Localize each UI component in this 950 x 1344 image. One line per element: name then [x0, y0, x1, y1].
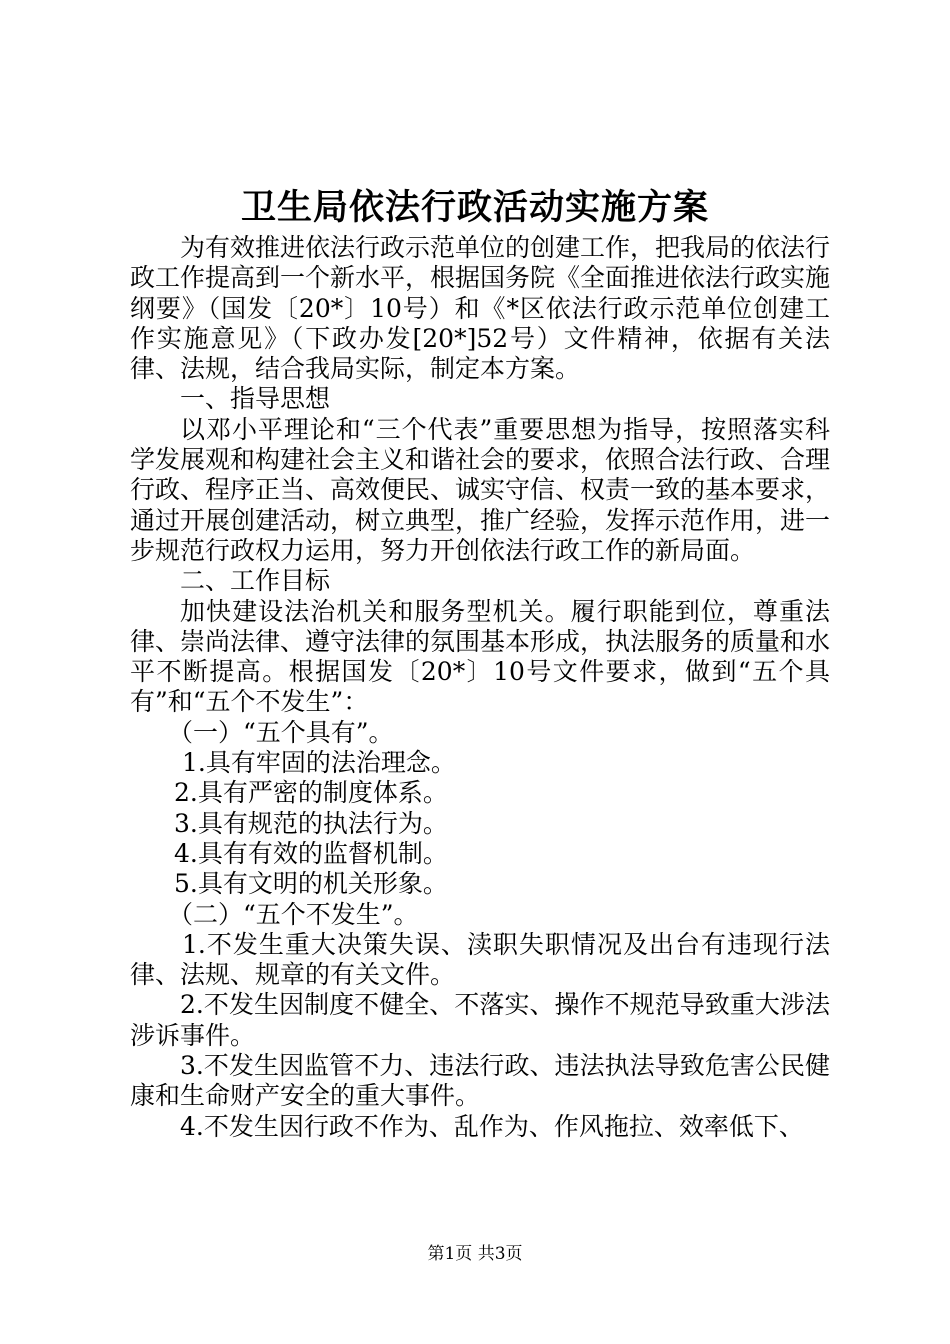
list-item: 3.具有规范的执法行为。: [174, 808, 448, 838]
list-item: 2.具有严密的制度体系。: [174, 778, 448, 808]
page-indicator: 第1页 共3页: [427, 1244, 523, 1264]
list-item: 5.具有文明的机关形象。: [174, 869, 448, 899]
section-paragraph-1: 以邓小平理论和“三个代表”重要思想为指导，按照落实科学发展观和构建社会主义和谐社会的要求，依照合法行政、合理行政、程序正当、高效便民、诚实守信、权责一致的基本要求，通过开展创建活动，树立典型，推广经验，发挥示范作用，进一步规范行政权力运用，努力开创依法行政工作的新局面。: [130, 414, 831, 565]
list-item: 3.不发生因监管不力、违法行政、违法执法导致危害公民健康和生命财产安全的重大事件。: [130, 1051, 830, 1111]
list-item: 4.不发生因行政不作为、乱作为、作风拖拉、效率低下、: [180, 1111, 804, 1141]
section-heading-1: 一、指导思想: [180, 384, 331, 414]
page-title: 卫生局依法行政活动实施方案: [240, 188, 709, 228]
section-paragraph-2: 加快建设法治机关和服务型机关。履行职能到位，尊重法律、崇尚法律、遵守法律的氛围基本形成，执法服务的质量和水平不断提高。根据国发〔20*〕10号文件要求，做到“五个具有”和“五个不发生”：: [130, 596, 831, 717]
section-heading-2: 二、工作目标: [180, 566, 331, 596]
intro-paragraph: 为有效推进依法行政示范单位的创建工作，把我局的依法行政工作提高到一个新水平，根据国务院《全面推进依法行政实施纲要》（国发〔20*〕10号）和《*区依法行政示范单位创建工作实施意见》（下政办发[20*]52号）文件精神，依据有关法律、法规，结合我局实际，制定本方案。: [130, 233, 831, 384]
list-item: 2.不发生因制度不健全、不落实、操作不规范导致重大涉法涉诉事件。: [130, 990, 830, 1050]
document-body: [130, 233, 830, 1142]
subsection-heading-1: （一）“五个具有”。: [168, 717, 394, 747]
list-item: 1.不发生重大决策失误、渎职失职情况及出台有违现行法律、法规、规章的有关文件。: [130, 929, 830, 990]
list-item: 4.具有有效的监督机制。: [174, 838, 448, 868]
subsection-heading-2: （二）“五个不发生”。: [168, 899, 419, 929]
list-item: 1.具有牢固的法治理念。: [182, 748, 456, 778]
